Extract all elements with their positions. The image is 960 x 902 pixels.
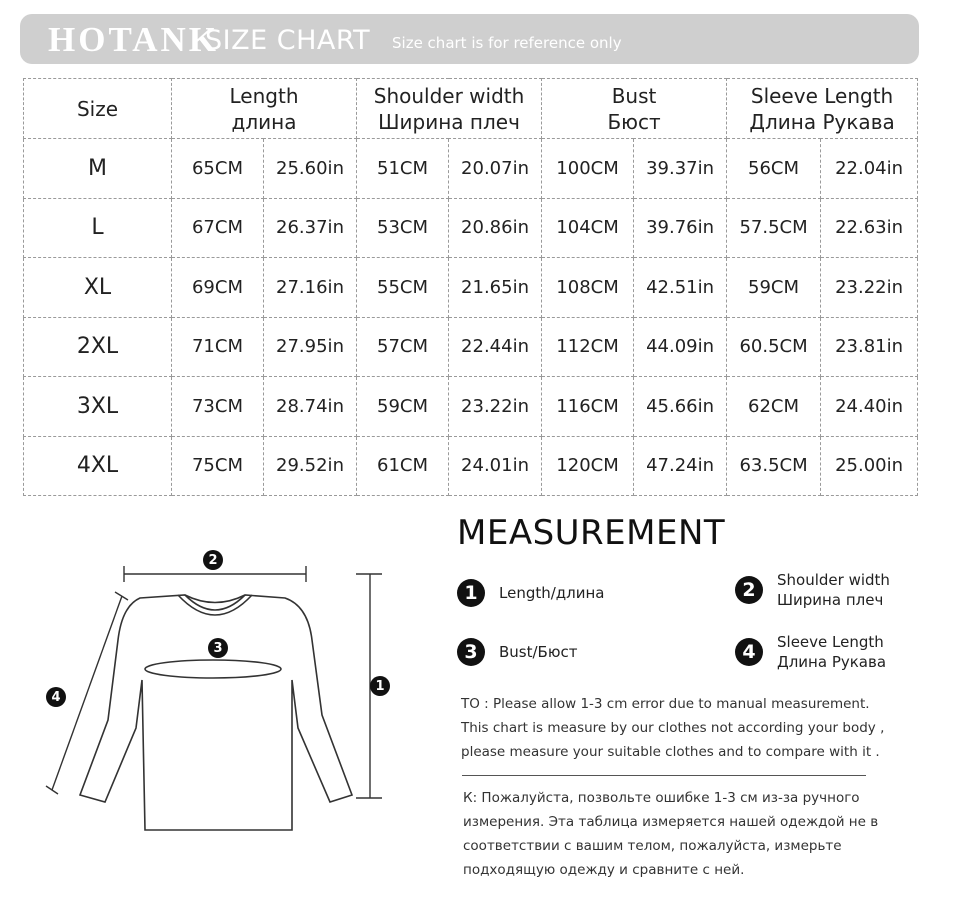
table-row [24, 377, 918, 437]
column-label-en: Bust [611, 83, 657, 108]
measurement-cell: 47.24in [634, 436, 727, 496]
measurement-cell: 22.04in [821, 139, 918, 199]
column-label-ru: Длина Рукава [749, 109, 895, 134]
size-table [23, 78, 918, 496]
measurement-cell: 44.09in [634, 317, 727, 377]
measurement-cell: 39.76in [634, 198, 727, 258]
measurement-cell: 45.66in [634, 377, 727, 437]
legend-label-ru: Ширина плеч [777, 591, 884, 609]
legend-label: Sleeve Length [777, 633, 884, 651]
number-2-icon: 2 [735, 576, 763, 604]
number-3-icon: 3 [457, 638, 485, 666]
measurement-cell: 29.52in [264, 436, 357, 496]
measurement-cell: 53CM [357, 198, 449, 258]
diagram-label-length: 1 [370, 676, 390, 696]
divider [462, 775, 866, 776]
measurement-cell: 112CM [542, 317, 634, 377]
measurement-cell: 60.5CM [727, 317, 821, 377]
measurement-cell: 75CM [172, 436, 264, 496]
reference-note: Size chart is for reference only [392, 34, 622, 52]
diagram-label-bust: 3 [208, 638, 228, 658]
measurement-cell: 62CM [727, 377, 821, 437]
measurement-cell: 108CM [542, 258, 634, 318]
table-body [24, 139, 918, 496]
legend-label-ru: Длина Рукава [777, 653, 887, 671]
column-label-en: Shoulder width [373, 83, 525, 108]
size-cell: M [24, 139, 172, 199]
measurement-cell: 23.81in [821, 317, 918, 377]
size-cell: 3XL [24, 377, 172, 437]
size-column-header: Size [24, 79, 172, 139]
measurement-cell: 63.5CM [727, 436, 821, 496]
column-label-en: Length [229, 83, 299, 108]
measurement-cell: 56CM [727, 139, 821, 199]
sleeve-column-header [727, 79, 918, 139]
measurement-cell: 27.16in [264, 258, 357, 318]
measurement-cell: 51CM [357, 139, 449, 199]
note-line: измерения. Эта таблица измеряется нашей одеждой не в [463, 814, 879, 830]
legend-length [457, 579, 605, 607]
table-row [24, 436, 918, 496]
table-row [24, 317, 918, 377]
column-label-ru: длина [231, 109, 297, 134]
legend-label: Bust/Бюст [499, 643, 578, 661]
legend-sleeve [735, 632, 886, 672]
note-line: TO : Please allow 1-3 cm error due to manual measurement. [461, 696, 870, 712]
size-cell: XL [24, 258, 172, 318]
measurement-cell: 25.60in [264, 139, 357, 199]
measurement-cell: 120CM [542, 436, 634, 496]
legend-label: Shoulder width [777, 571, 890, 589]
shoulder-column-header [357, 79, 542, 139]
measurement-cell: 39.37in [634, 139, 727, 199]
measurement-cell: 73CM [172, 377, 264, 437]
measurement-cell: 59CM [727, 258, 821, 318]
brand-logo: HOTANK [48, 20, 219, 59]
measurement-cell: 59CM [357, 377, 449, 437]
table-row [24, 198, 918, 258]
measurement-cell: 25.00in [821, 436, 918, 496]
length-column-header [172, 79, 357, 139]
note-line: This chart is measure by our clothes not according your body , [461, 720, 885, 736]
note-russian [463, 786, 933, 882]
column-label-ru: Ширина плеч [378, 109, 520, 134]
measurement-cell: 67CM [172, 198, 264, 258]
diagram-label-shoulder: 2 [203, 550, 223, 570]
measurement-cell: 23.22in [449, 377, 542, 437]
header-banner [20, 14, 919, 64]
measurement-cell: 55CM [357, 258, 449, 318]
measurement-cell: 22.44in [449, 317, 542, 377]
measurement-cell: 20.86in [449, 198, 542, 258]
number-1-icon: 1 [457, 579, 485, 607]
measurement-cell: 57CM [357, 317, 449, 377]
measurement-cell: 23.22in [821, 258, 918, 318]
measurement-cell: 24.40in [821, 377, 918, 437]
measurement-cell: 71CM [172, 317, 264, 377]
measurement-cell: 57.5CM [727, 198, 821, 258]
measurement-cell: 100CM [542, 139, 634, 199]
note-line: please measure your suitable clothes and to compare with it . [461, 744, 880, 760]
measurement-cell: 61CM [357, 436, 449, 496]
column-label-en: Sleeve Length [750, 83, 894, 108]
measurement-cell: 22.63in [821, 198, 918, 258]
bust-column-header [542, 79, 727, 139]
measurement-cell: 26.37in [264, 198, 357, 258]
legend-bust [457, 638, 577, 666]
shirt-outline [40, 540, 420, 840]
measurement-cell: 69CM [172, 258, 264, 318]
table-row [24, 258, 918, 318]
measurement-cell: 28.74in [264, 377, 357, 437]
column-label-ru: Бюст [607, 109, 661, 134]
size-cell: L [24, 198, 172, 258]
measurement-cell: 27.95in [264, 317, 357, 377]
measurement-cell: 116CM [542, 377, 634, 437]
note-english [461, 692, 931, 764]
diagram-label-sleeve: 4 [46, 687, 66, 707]
measurement-cell: 24.01in [449, 436, 542, 496]
measurement-cell: 21.65in [449, 258, 542, 318]
shirt-diagram [40, 540, 420, 840]
note-line: подходящую одежду и сравните с ней. [463, 862, 745, 878]
measurement-title: MEASUREMENT [457, 513, 726, 553]
measurement-cell: 20.07in [449, 139, 542, 199]
size-cell: 2XL [24, 317, 172, 377]
table-header-row [24, 79, 918, 139]
measurement-cell: 104CM [542, 198, 634, 258]
measurement-cell: 42.51in [634, 258, 727, 318]
note-line: соответствии с вашим телом, пожалуйста, измерьте [463, 838, 842, 854]
note-line: К: Пожалуйста, позвольте ошибке 1-3 см из-за ручного [463, 790, 860, 806]
table-row [24, 139, 918, 199]
measurement-cell: 65CM [172, 139, 264, 199]
page-title: SIZE CHART [205, 25, 371, 56]
legend-shoulder [735, 570, 890, 610]
legend-label: Length/длина [499, 584, 605, 602]
size-cell: 4XL [24, 436, 172, 496]
number-4-icon: 4 [735, 638, 763, 666]
